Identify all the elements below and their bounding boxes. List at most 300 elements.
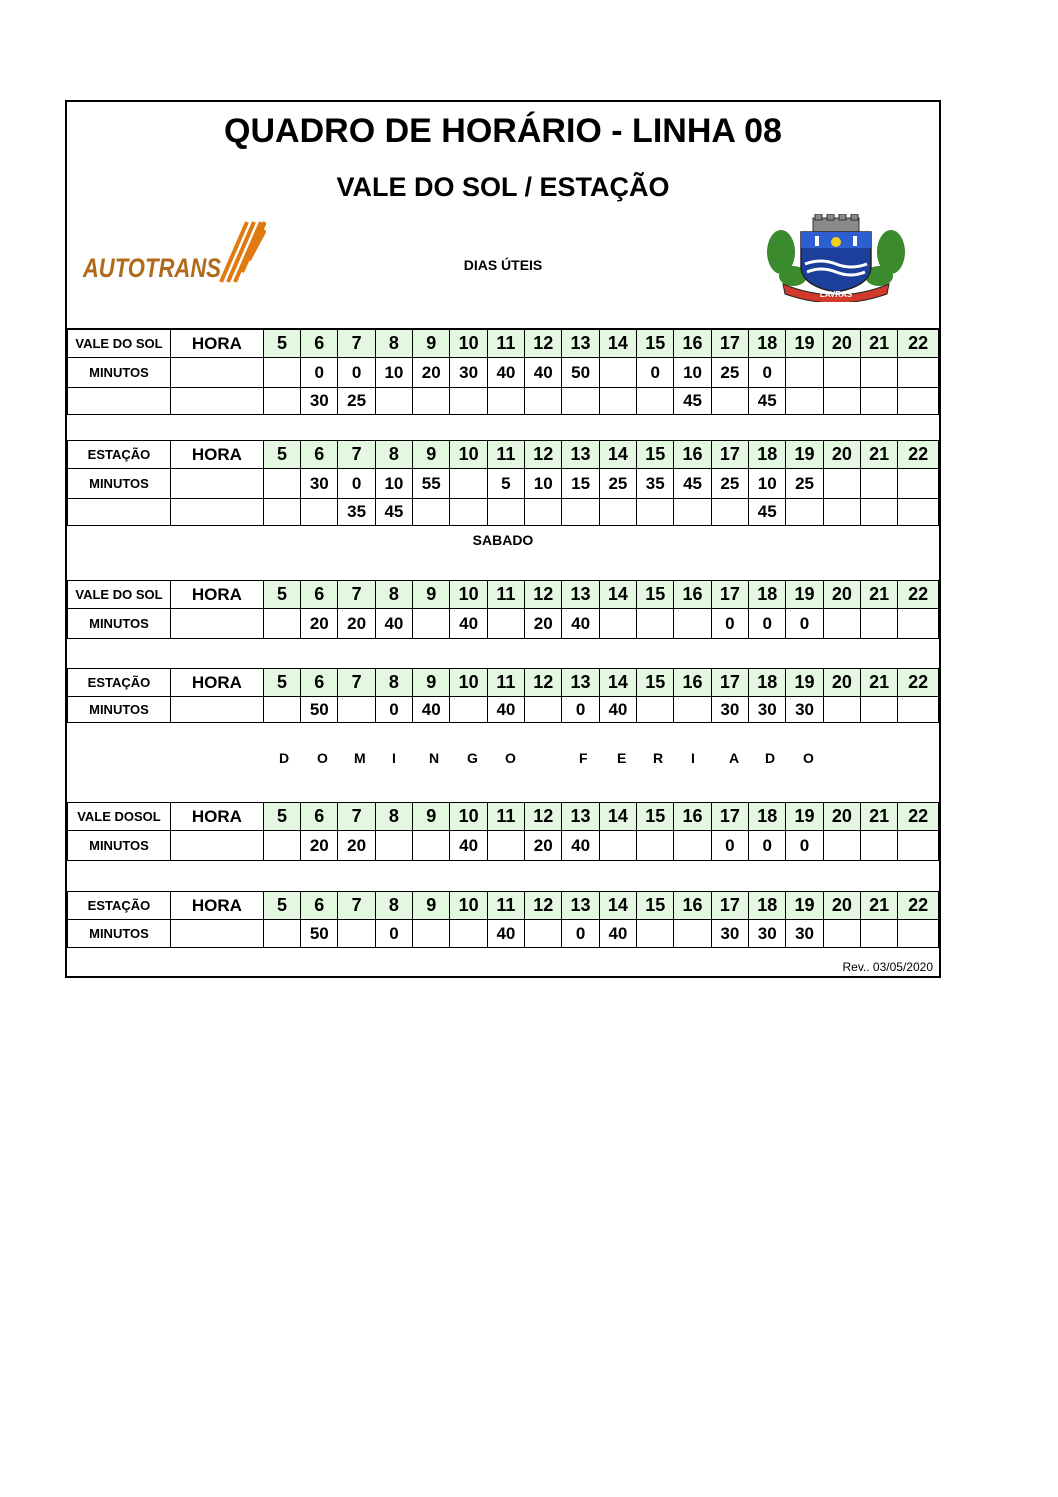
hour-cell: 22	[898, 441, 939, 469]
minute-cell: 20	[301, 831, 338, 861]
hour-cell: 15	[637, 441, 674, 469]
minute-cell	[823, 831, 860, 861]
minute-cell: 0	[786, 831, 823, 861]
empty-label-cell	[68, 388, 171, 415]
hour-cell: 22	[898, 892, 939, 920]
minute-cell: 30	[301, 469, 338, 499]
minute-cell: 40	[562, 831, 599, 861]
minute-cell	[263, 499, 300, 526]
minute-cell	[674, 697, 711, 723]
hour-cell: 5	[263, 669, 300, 697]
minute-cell: 0	[711, 609, 748, 639]
minute-cell	[898, 920, 939, 948]
minute-cell: 25	[338, 388, 375, 415]
hour-cell: 12	[525, 441, 562, 469]
sunday-title-letter: R	[653, 750, 664, 766]
hour-cell: 12	[525, 330, 562, 358]
hour-cell: 8	[375, 892, 412, 920]
minute-cell	[637, 499, 674, 526]
hour-label: HORA	[170, 669, 263, 697]
hour-cell: 22	[898, 669, 939, 697]
page-title: QUADRO DE HORÁRIO - LINHA 08	[224, 112, 782, 150]
hour-cell: 11	[487, 330, 524, 358]
minute-cell: 40	[450, 831, 487, 861]
hour-cell: 14	[599, 441, 636, 469]
route-subtitle: VALE DO SOL / ESTAÇÃO	[336, 172, 670, 202]
minute-cell	[823, 499, 860, 526]
hour-label: HORA	[170, 330, 263, 358]
minutes-row	[68, 358, 939, 388]
minute-cell: 40	[487, 358, 524, 388]
minute-cell	[861, 388, 898, 415]
hour-row	[68, 330, 939, 358]
hour-cell: 8	[375, 669, 412, 697]
minutes-row	[68, 697, 939, 723]
minute-cell	[599, 358, 636, 388]
hour-cell: 11	[487, 669, 524, 697]
minute-cell	[823, 920, 860, 948]
hour-row	[68, 803, 939, 831]
hour-cell: 9	[413, 892, 450, 920]
hour-cell: 19	[786, 330, 823, 358]
minute-cell	[711, 499, 748, 526]
hour-cell: 5	[263, 441, 300, 469]
minute-cell: 50	[301, 697, 338, 723]
hour-cell: 15	[637, 581, 674, 609]
hour-cell: 16	[674, 581, 711, 609]
minute-cell	[413, 388, 450, 415]
minutes-row	[68, 499, 939, 526]
minute-cell	[450, 920, 487, 948]
minute-cell: 25	[599, 469, 636, 499]
hour-cell: 17	[711, 669, 748, 697]
hour-cell: 18	[749, 581, 786, 609]
autotrans-logo-text: AUTOTRANS	[82, 254, 222, 284]
sunday-title-letter: O	[505, 750, 516, 766]
hour-cell: 9	[413, 803, 450, 831]
minute-cell	[263, 920, 300, 948]
hour-cell: 9	[413, 441, 450, 469]
minute-cell	[525, 920, 562, 948]
hour-cell: 21	[861, 330, 898, 358]
hour-cell: 20	[823, 441, 860, 469]
minute-cell: 30	[301, 388, 338, 415]
minute-cell	[861, 697, 898, 723]
minute-cell	[861, 920, 898, 948]
hour-cell: 21	[861, 581, 898, 609]
hour-cell: 13	[562, 669, 599, 697]
minute-cell	[263, 831, 300, 861]
minute-cell	[525, 388, 562, 415]
hour-cell: 12	[525, 803, 562, 831]
minute-cell: 0	[786, 609, 823, 639]
hour-cell: 13	[562, 330, 599, 358]
hour-cell: 6	[301, 669, 338, 697]
minute-cell: 50	[562, 358, 599, 388]
sunday-title-letter: D	[279, 750, 290, 766]
minute-cell: 40	[450, 609, 487, 639]
hour-cell: 10	[450, 892, 487, 920]
minutes-row	[68, 609, 939, 639]
minute-cell	[861, 358, 898, 388]
minute-cell: 0	[749, 609, 786, 639]
saturday-vale-do-sol-table	[67, 580, 939, 639]
hour-cell: 10	[450, 803, 487, 831]
minute-cell: 30	[749, 697, 786, 723]
saturday-estacao-table	[67, 668, 939, 723]
minute-cell	[898, 697, 939, 723]
minute-cell	[599, 499, 636, 526]
hour-cell: 14	[599, 581, 636, 609]
sunday-title-letter: A	[729, 750, 740, 766]
hour-cell: 7	[338, 803, 375, 831]
hour-cell: 9	[413, 669, 450, 697]
sunday-title-letter: I	[392, 750, 396, 766]
minute-cell	[487, 499, 524, 526]
sunday-title-letter: I	[691, 750, 695, 766]
weekday-estacao-table	[67, 440, 939, 526]
minute-cell: 0	[749, 358, 786, 388]
empty-label-cell	[170, 609, 263, 639]
minute-cell: 50	[301, 920, 338, 948]
hour-cell: 7	[338, 330, 375, 358]
hour-cell: 21	[861, 669, 898, 697]
hour-cell: 15	[637, 892, 674, 920]
hour-cell: 10	[450, 669, 487, 697]
hour-cell: 20	[823, 892, 860, 920]
minute-cell	[823, 469, 860, 499]
minute-cell: 30	[749, 920, 786, 948]
hour-cell: 13	[562, 803, 599, 831]
minute-cell	[263, 388, 300, 415]
hour-cell: 22	[898, 803, 939, 831]
empty-label-cell	[68, 499, 171, 526]
hour-cell: 20	[823, 330, 860, 358]
hour-cell: 10	[450, 581, 487, 609]
hour-cell: 5	[263, 330, 300, 358]
minute-cell: 35	[338, 499, 375, 526]
hour-cell: 13	[562, 892, 599, 920]
minute-cell	[637, 697, 674, 723]
crest-banner-text: LAVRAS	[819, 290, 853, 299]
minute-cell: 45	[674, 388, 711, 415]
minute-cell	[898, 831, 939, 861]
hour-cell: 15	[637, 803, 674, 831]
origin-label: ESTAÇÃO	[68, 669, 171, 697]
origin-label: VALE DOSOL	[68, 803, 171, 831]
hour-cell: 21	[861, 892, 898, 920]
hour-cell: 19	[786, 669, 823, 697]
minute-cell: 5	[487, 469, 524, 499]
minute-cell: 40	[487, 697, 524, 723]
hour-cell: 20	[823, 669, 860, 697]
hour-cell: 6	[301, 441, 338, 469]
hour-cell: 16	[674, 892, 711, 920]
minute-cell: 10	[674, 358, 711, 388]
minute-cell	[711, 388, 748, 415]
minute-cell	[861, 831, 898, 861]
hour-cell: 14	[599, 669, 636, 697]
origin-label: ESTAÇÃO	[68, 892, 171, 920]
minute-cell	[861, 469, 898, 499]
hour-cell: 15	[637, 330, 674, 358]
hour-cell: 12	[525, 892, 562, 920]
minute-cell	[525, 499, 562, 526]
autotrans-logo	[81, 220, 266, 286]
minute-cell	[263, 609, 300, 639]
minute-cell: 45	[749, 388, 786, 415]
minute-cell	[786, 388, 823, 415]
hour-cell: 16	[674, 330, 711, 358]
hour-cell: 6	[301, 803, 338, 831]
hour-cell: 16	[674, 669, 711, 697]
sunday-title-letter: F	[579, 750, 588, 766]
hour-cell: 5	[263, 581, 300, 609]
minute-cell: 40	[413, 697, 450, 723]
sunday-title-letter: M	[354, 750, 366, 766]
minute-cell	[898, 499, 939, 526]
origin-label: VALE DO SOL	[68, 581, 171, 609]
minute-cell: 10	[749, 469, 786, 499]
minute-cell	[637, 920, 674, 948]
empty-label-cell	[170, 831, 263, 861]
minute-cell: 45	[375, 499, 412, 526]
hour-cell: 9	[413, 330, 450, 358]
minute-cell: 25	[711, 358, 748, 388]
minute-cell	[525, 697, 562, 723]
minute-cell	[450, 499, 487, 526]
origin-label: ESTAÇÃO	[68, 441, 171, 469]
minute-cell: 40	[599, 920, 636, 948]
hour-cell: 7	[338, 669, 375, 697]
minutes-row	[68, 920, 939, 948]
minute-cell: 30	[786, 697, 823, 723]
minutes-label: MINUTOS	[68, 831, 171, 861]
hour-row	[68, 441, 939, 469]
hour-cell: 11	[487, 581, 524, 609]
hour-cell: 21	[861, 803, 898, 831]
empty-label-cell	[170, 469, 263, 499]
hour-cell: 22	[898, 330, 939, 358]
hour-cell: 17	[711, 441, 748, 469]
minute-cell: 10	[525, 469, 562, 499]
hour-cell: 20	[823, 581, 860, 609]
hour-cell: 10	[450, 441, 487, 469]
hour-cell: 17	[711, 581, 748, 609]
minute-cell	[823, 358, 860, 388]
hour-cell: 18	[749, 441, 786, 469]
minute-cell: 20	[525, 831, 562, 861]
minute-cell	[375, 831, 412, 861]
minute-cell	[637, 609, 674, 639]
hour-cell: 6	[301, 581, 338, 609]
hour-cell: 8	[375, 441, 412, 469]
hour-cell: 14	[599, 892, 636, 920]
minute-cell	[487, 388, 524, 415]
saturday-section-title: SABADO	[472, 532, 534, 548]
hour-cell: 17	[711, 803, 748, 831]
hour-cell: 11	[487, 441, 524, 469]
minute-cell: 40	[599, 697, 636, 723]
hour-cell: 6	[301, 330, 338, 358]
minutes-row	[68, 388, 939, 415]
sunday-title-letter: D	[765, 750, 776, 766]
hour-cell: 18	[749, 803, 786, 831]
hour-cell: 8	[375, 803, 412, 831]
minute-cell	[599, 609, 636, 639]
hour-cell: 5	[263, 892, 300, 920]
minute-cell	[599, 388, 636, 415]
empty-label-cell	[170, 920, 263, 948]
minute-cell	[263, 358, 300, 388]
minutes-row	[68, 469, 939, 499]
hour-label: HORA	[170, 892, 263, 920]
minutes-label: MINUTOS	[68, 469, 171, 499]
minute-cell	[413, 831, 450, 861]
empty-label-cell	[170, 358, 263, 388]
minute-cell: 0	[711, 831, 748, 861]
hour-cell: 20	[823, 803, 860, 831]
hour-cell: 18	[749, 330, 786, 358]
hour-cell: 14	[599, 803, 636, 831]
minute-cell: 20	[338, 831, 375, 861]
minute-cell: 35	[637, 469, 674, 499]
weekday-section-title: DIAS ÚTEIS	[463, 257, 543, 273]
hour-cell: 19	[786, 581, 823, 609]
minute-cell: 30	[711, 697, 748, 723]
minute-cell: 0	[562, 920, 599, 948]
minute-cell	[898, 469, 939, 499]
minute-cell	[487, 831, 524, 861]
hour-label: HORA	[170, 441, 263, 469]
minute-cell: 0	[562, 697, 599, 723]
minute-cell: 0	[301, 358, 338, 388]
sunday-title-letter: E	[617, 750, 627, 766]
sunday-estacao-table	[67, 891, 939, 948]
minute-cell	[786, 499, 823, 526]
minute-cell: 30	[450, 358, 487, 388]
minute-cell	[375, 388, 412, 415]
minute-cell: 40	[562, 609, 599, 639]
minute-cell: 40	[375, 609, 412, 639]
minute-cell	[338, 697, 375, 723]
minutes-label: MINUTOS	[68, 358, 171, 388]
hour-cell: 18	[749, 892, 786, 920]
sunday-title-letter: G	[467, 750, 478, 766]
minutes-row	[68, 831, 939, 861]
minute-cell	[562, 499, 599, 526]
minute-cell: 0	[375, 697, 412, 723]
minutes-label: MINUTOS	[68, 609, 171, 639]
minute-cell	[450, 697, 487, 723]
minute-cell	[674, 831, 711, 861]
hour-cell: 10	[450, 330, 487, 358]
minute-cell	[413, 609, 450, 639]
hour-cell: 8	[375, 330, 412, 358]
hour-cell: 13	[562, 581, 599, 609]
hour-row	[68, 669, 939, 697]
hour-cell: 21	[861, 441, 898, 469]
revision-date: Rev.. 03/05/2020	[842, 960, 933, 974]
hour-cell: 12	[525, 669, 562, 697]
hour-cell: 9	[413, 581, 450, 609]
minute-cell	[338, 920, 375, 948]
minute-cell: 25	[711, 469, 748, 499]
minute-cell: 10	[375, 469, 412, 499]
empty-label-cell	[170, 388, 263, 415]
minute-cell: 30	[786, 920, 823, 948]
hour-cell: 14	[599, 330, 636, 358]
minute-cell	[898, 609, 939, 639]
minute-cell: 20	[301, 609, 338, 639]
minute-cell	[263, 697, 300, 723]
minute-cell	[861, 609, 898, 639]
minute-cell	[637, 388, 674, 415]
minute-cell	[674, 499, 711, 526]
minute-cell	[637, 831, 674, 861]
hour-cell: 16	[674, 803, 711, 831]
hour-cell: 8	[375, 581, 412, 609]
empty-label-cell	[170, 499, 263, 526]
hour-cell: 19	[786, 892, 823, 920]
minute-cell: 20	[525, 609, 562, 639]
hour-cell: 11	[487, 892, 524, 920]
hour-cell: 19	[786, 803, 823, 831]
minute-cell	[898, 358, 939, 388]
hour-row	[68, 581, 939, 609]
minutes-label: MINUTOS	[68, 920, 171, 948]
minute-cell	[674, 920, 711, 948]
minute-cell: 0	[338, 358, 375, 388]
minute-cell	[487, 609, 524, 639]
minute-cell: 30	[711, 920, 748, 948]
hour-cell: 17	[711, 892, 748, 920]
sunday-title-letter: N	[429, 750, 440, 766]
schedule-sheet	[65, 100, 941, 978]
hour-cell: 7	[338, 441, 375, 469]
hour-label: HORA	[170, 803, 263, 831]
minute-cell: 0	[749, 831, 786, 861]
empty-label-cell	[170, 697, 263, 723]
hour-cell: 12	[525, 581, 562, 609]
minute-cell	[823, 388, 860, 415]
minutes-label: MINUTOS	[68, 697, 171, 723]
minute-cell: 0	[338, 469, 375, 499]
sunday-title-letter: O	[803, 750, 814, 766]
minute-cell: 45	[749, 499, 786, 526]
minute-cell	[450, 469, 487, 499]
minute-cell: 40	[487, 920, 524, 948]
minute-cell	[450, 388, 487, 415]
hour-cell: 5	[263, 803, 300, 831]
minute-cell	[823, 609, 860, 639]
minute-cell	[562, 388, 599, 415]
hour-cell: 7	[338, 581, 375, 609]
sunday-title-letter: O	[317, 750, 328, 766]
minute-cell: 10	[375, 358, 412, 388]
hour-cell: 18	[749, 669, 786, 697]
hour-cell: 13	[562, 441, 599, 469]
sunday-vale-do-sol-table	[67, 802, 939, 861]
minute-cell: 55	[413, 469, 450, 499]
minute-cell: 25	[786, 469, 823, 499]
minute-cell: 45	[674, 469, 711, 499]
hour-cell: 16	[674, 441, 711, 469]
minute-cell	[599, 831, 636, 861]
hour-cell: 22	[898, 581, 939, 609]
minute-cell	[413, 920, 450, 948]
minute-cell: 15	[562, 469, 599, 499]
